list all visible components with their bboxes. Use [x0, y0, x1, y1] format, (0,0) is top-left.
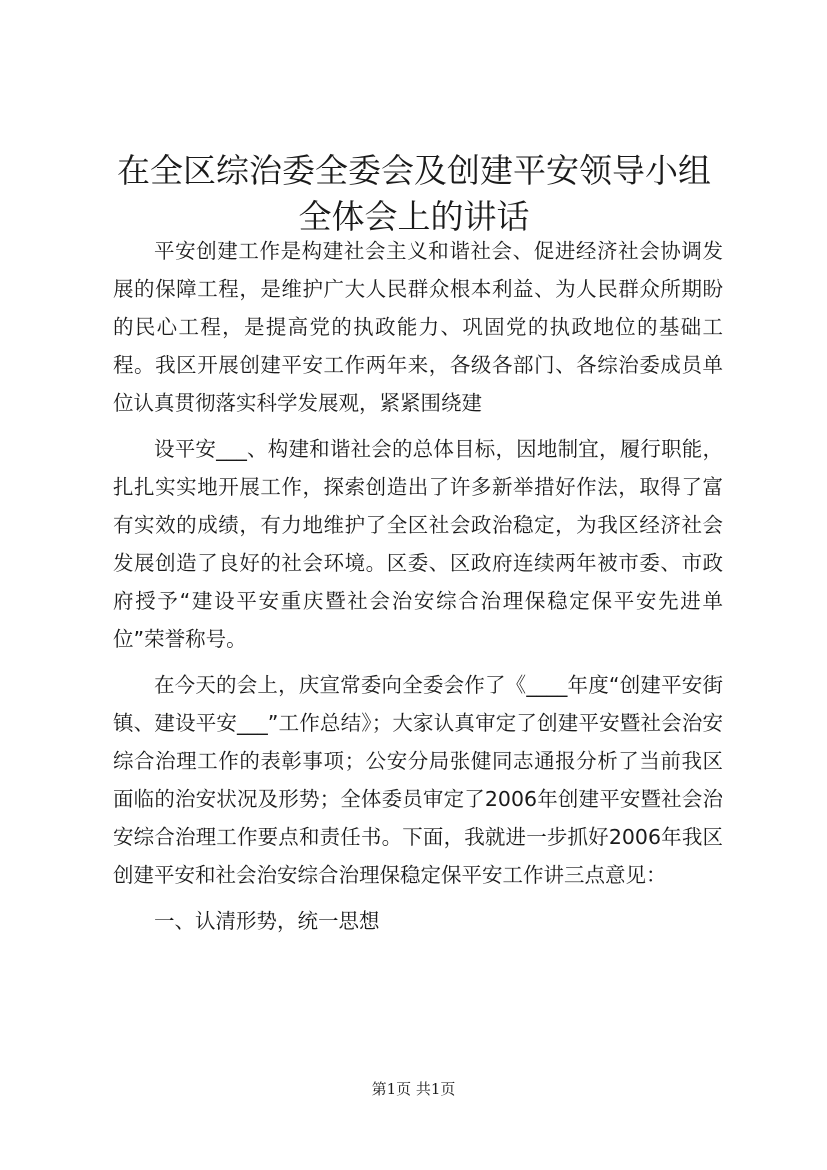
paragraph: 设平安___、构建和谐社会的总体目标，因地制宜，履行职能，扎扎实实地开展工作，探索创造出了许多新举措好作法，取得了富有实效的成绩，有力地维护了全区社会政治稳定，为我区经济社会发展创造了良好的社会环境。区委、区政府连续两年被市委、市政府授予“建设平安重庆暨社会治安综合治理保稳定保平安先进单位”荣誉称号。 — [113, 437, 723, 651]
document-title: 在全区综治委全委会及创建平安领导小组全体会上的讲话 — [117, 151, 711, 236]
document-body — [113, 232, 723, 948]
page-footer: 第1页 共1页 — [371, 1080, 456, 1098]
paragraph: 在今天的会上，庆宣常委向全委会作了《____年度“创建平安街镇、建设平安___”工作总结》；大家认真审定了创建平安暨社会治安综合治理工作的表彰事项；公安分局张健同志通报分析了当前我区面临的治安状况及形势；全体委员审定了2006年创建平安暨社会治安综合治理工作要点和责任书。下面，我就进一步抓好2006年我区创建平安和社会治安综合治理保稳定保平安工作讲三点意见： — [113, 673, 723, 887]
paragraph: 平安创建工作是构建社会主义和谐社会、促进经济社会协调发展的保障工程，是维护广大人民群众根本利益、为人民群众所期盼的民心工程，是提高党的执政能力、巩固党的执政地位的基础工程。我区开展创建平安工作两年来，各级各部门、各综治委成员单位认真贯彻落实科学发展观，紧紧围绕建 — [113, 239, 723, 415]
section-heading: 一、认清形势，统一思想 — [154, 909, 380, 933]
